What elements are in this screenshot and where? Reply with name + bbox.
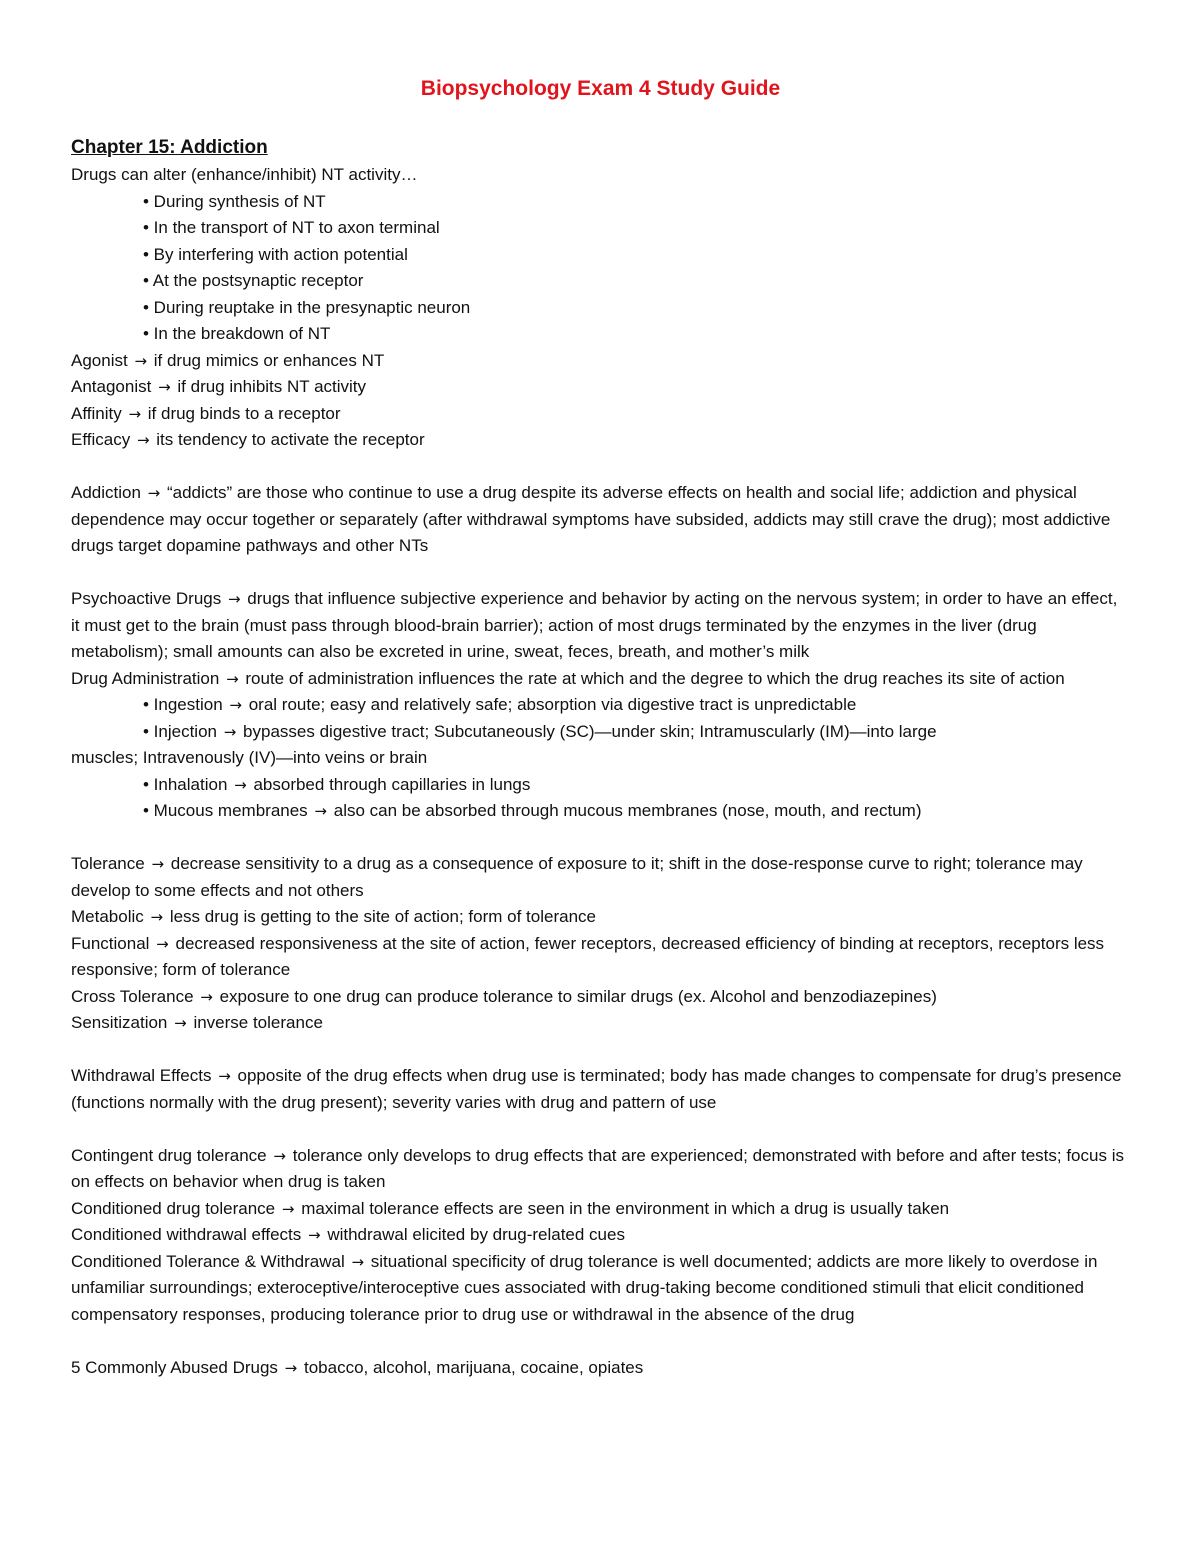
term-label: Contingent drug tolerance xyxy=(71,1145,267,1165)
term-definition: decrease sensitivity to a drug as a consequence of exposure to it; shift in the dose-response curve to right; tolerance may develop to some effects and not others xyxy=(71,854,1083,900)
term-label: Drug Administration xyxy=(71,668,220,688)
list-item: • At the postsynaptic receptor xyxy=(143,271,364,290)
arrow-icon: → xyxy=(200,987,213,1006)
term-definition: “addicts” are those who continue to use a drug despite its adverse effects on health and social life; addiction and physical dependence may occur together or separately (after withdrawal symptoms have subsided, addicts may still crave the drug); most addictive drugs target dopamine pathways and other NTs xyxy=(71,483,1111,555)
term-affinity xyxy=(71,401,1130,428)
term-label: Psychoactive Drugs xyxy=(71,589,222,608)
term-definition: bypasses digestive tract; Subcutaneously (SC)—under skin; Intramuscularly (IM)—into large xyxy=(243,721,937,741)
arrow-icon: → xyxy=(128,404,142,423)
term-label: 5 Commonly Abused Drugs xyxy=(71,1357,278,1377)
arrow-icon: → xyxy=(284,1358,298,1377)
term-metabolic xyxy=(71,904,1130,931)
arrow-icon: → xyxy=(351,1252,365,1271)
arrow-icon: → xyxy=(308,1226,321,1244)
term-label: Sensitization xyxy=(71,1013,168,1032)
route-injection-continued: muscles; Intravenously (IV)—into veins or brain xyxy=(71,748,428,767)
spacer xyxy=(71,1037,1130,1064)
term-conditioned-tolerance-withdrawal xyxy=(71,1249,1130,1329)
term-definition: if drug inhibits NT activity xyxy=(177,377,367,396)
term-efficacy xyxy=(71,427,1130,454)
term-commonly-abused-drugs xyxy=(71,1355,1130,1382)
term-conditioned-withdrawal xyxy=(71,1222,1130,1249)
arrow-icon: → xyxy=(136,431,150,449)
term-label: Metabolic xyxy=(71,907,144,926)
list-item: • During reuptake in the presynaptic neuron xyxy=(143,297,471,317)
route-injection xyxy=(71,719,1130,746)
term-psychoactive-drugs xyxy=(71,586,1130,666)
arrow-icon: → xyxy=(314,802,327,820)
arrow-icon: → xyxy=(227,590,241,608)
spacer xyxy=(71,454,1130,481)
list-item: • By interfering with action potential xyxy=(143,244,408,264)
arrow-icon: → xyxy=(151,855,165,873)
term-sensitization xyxy=(71,1010,1130,1037)
arrow-icon: → xyxy=(234,775,247,794)
term-drug-administration xyxy=(71,666,1130,693)
term-label: Addiction xyxy=(71,483,141,502)
term-contingent-tolerance xyxy=(71,1143,1130,1196)
term-definition: withdrawal elicited by drug-related cues xyxy=(327,1225,625,1244)
term-conditioned-tolerance xyxy=(71,1196,1130,1223)
arrow-icon: → xyxy=(134,351,148,370)
term-cross-tolerance xyxy=(71,984,1130,1011)
route-inhalation xyxy=(71,772,1130,799)
term-addiction xyxy=(71,480,1130,560)
list-item: • In the transport of NT to axon terminal xyxy=(143,218,440,237)
list-item: • In the breakdown of NT xyxy=(143,324,331,343)
term-label: Affinity xyxy=(71,403,122,423)
arrow-icon: → xyxy=(150,908,164,926)
term-definition: route of administration influences the rate at which and the degree to which the drug reaches its site of action xyxy=(245,668,1065,688)
arrow-icon: → xyxy=(226,669,239,688)
arrow-icon: → xyxy=(218,1067,231,1085)
term-label: Conditioned drug tolerance xyxy=(71,1198,276,1218)
term-definition: opposite of the drug effects when drug use is terminated; body has made changes to compensate for drug’s presence (functions normally with the drug present); severity varies with drug and pattern of use xyxy=(71,1066,1122,1112)
term-definition: absorbed through capillaries in lungs xyxy=(253,774,531,794)
term-definition: inverse tolerance xyxy=(193,1013,323,1032)
term-label: • Injection xyxy=(143,721,217,741)
term-functional xyxy=(71,931,1130,984)
arrow-icon: → xyxy=(156,934,169,953)
term-label: Antagonist xyxy=(71,377,152,396)
term-label: • Mucous membranes xyxy=(143,801,308,820)
arrow-icon: → xyxy=(147,484,161,502)
term-definition: drugs that influence subjective experience and behavior by acting on the nervous system; in order to have an effect, it must get to the brain (must pass through blood-brain barrier); action of most drugs terminated by the enzymes in the liver (drug metabolism); small amounts can also be excreted in urine, sweat, feces, breath, and mother’s milk xyxy=(71,589,1118,661)
route-mucous-membranes xyxy=(71,798,1130,825)
route-ingestion xyxy=(71,692,1130,719)
nt-bullet-list xyxy=(71,189,1130,348)
term-definition: tobacco, alcohol, marijuana, cocaine, opiates xyxy=(303,1357,644,1377)
term-label: Tolerance xyxy=(71,854,145,873)
arrow-icon: → xyxy=(281,1199,295,1218)
intro-line: Drugs can alter (enhance/inhibit) NT activity… xyxy=(71,165,418,184)
term-definition: situational specificity of drug tolerance is well documented; addicts are more likely to overdose in unfamiliar surroundings; exteroceptive/interoceptive cues associated with drug-taking become conditioned stimuli that elicit conditioned compensatory responses, producing tolerance prior to drug use or withdrawal in the absence of the drug xyxy=(71,1251,1098,1324)
spacer xyxy=(71,560,1130,587)
term-label: Conditioned Tolerance & Withdrawal xyxy=(71,1251,345,1271)
term-label: Withdrawal Effects xyxy=(71,1066,212,1085)
term-tolerance xyxy=(71,851,1130,904)
term-definition: decreased responsiveness at the site of action, fewer receptors, decreased efficiency of binding at receptors, receptors less responsive; form of tolerance xyxy=(71,933,1105,979)
term-definition: its tendency to activate the receptor xyxy=(156,430,425,449)
arrow-icon: → xyxy=(229,696,242,714)
term-definition: if drug binds to a receptor xyxy=(147,403,341,423)
term-antagonist xyxy=(71,374,1130,401)
term-definition: if drug mimics or enhances NT xyxy=(153,350,385,370)
term-agonist xyxy=(71,348,1130,375)
spacer xyxy=(71,1116,1130,1143)
list-item: • During synthesis of NT xyxy=(143,191,326,211)
document-title: Biopsychology Exam 4 Study Guide xyxy=(420,77,781,100)
arrow-icon: → xyxy=(223,722,237,741)
term-label: • Inhalation xyxy=(143,774,228,794)
term-definition: oral route; easy and relatively safe; absorption via digestive tract is unpredictable xyxy=(248,695,857,714)
term-label: • Ingestion xyxy=(143,695,223,714)
term-definition: exposure to one drug can produce tolerance to similar drugs (ex. Alcohol and benzodiazepines) xyxy=(219,986,937,1006)
term-label: Agonist xyxy=(71,350,128,370)
term-label: Functional xyxy=(71,933,150,953)
term-definition: tolerance only develops to drug effects that are experienced; demonstrated with before and after tests; focus is on effects on behavior when drug is taken xyxy=(71,1145,1124,1191)
term-label: Conditioned withdrawal effects xyxy=(71,1225,302,1244)
spacer xyxy=(71,1328,1130,1355)
arrow-icon: → xyxy=(174,1014,187,1032)
term-definition: maximal tolerance effects are seen in the environment in which a drug is usually taken xyxy=(301,1198,950,1218)
arrow-icon: → xyxy=(158,378,171,396)
term-definition: less drug is getting to the site of action; form of tolerance xyxy=(169,907,596,926)
term-label: Cross Tolerance xyxy=(71,986,194,1006)
spacer xyxy=(71,825,1130,852)
term-definition: also can be absorbed through mucous membranes (nose, mouth, and rectum) xyxy=(333,801,922,820)
chapter-heading: Chapter 15: Addiction xyxy=(71,137,268,158)
arrow-icon: → xyxy=(273,1146,286,1165)
term-withdrawal-effects xyxy=(71,1063,1130,1116)
term-label: Efficacy xyxy=(71,430,131,449)
